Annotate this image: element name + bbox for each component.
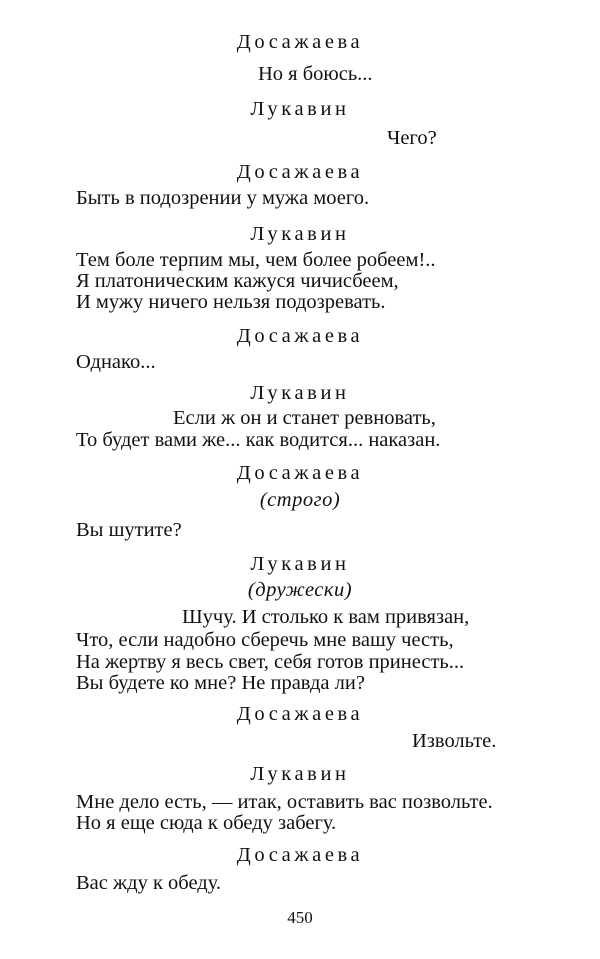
verse-line: Извольте.: [412, 730, 497, 752]
verse-line: Я платоническим кажуся чичисбеем,: [76, 270, 399, 292]
verse-line: То будет вами же... как водится... наказан.: [76, 429, 441, 451]
verse-line: Но я боюсь...: [258, 63, 373, 85]
verse-line: На жертву я весь свет, себя готов принесть...: [76, 651, 465, 673]
verse-line: Если ж он и станет ревновать,: [173, 407, 436, 429]
verse-line: Что, если надобно сберечь мне вашу честь,: [76, 629, 454, 651]
speaker-name-lukavin: Лукавин: [250, 553, 350, 575]
verse-line: Быть в подозрении у мужа моего.: [76, 187, 370, 209]
speaker-name-lukavin: Лукавин: [250, 382, 350, 404]
verse-line: Шучу. И столько к вам привязан,: [182, 606, 470, 628]
speaker-name-lukavin: Лукавин: [250, 98, 350, 120]
speaker-name-dosazhaeva: Досажаева: [236, 31, 364, 53]
verse-line: Вы шутите?: [76, 519, 182, 541]
verse-line: Вы будете ко мне? Не правда ли?: [76, 672, 365, 694]
stage-direction-friendly: (дружески): [247, 579, 353, 601]
verse-line: Но я еще сюда к обеду забегу.: [76, 812, 337, 834]
speaker-name-lukavin: Лукавин: [250, 223, 350, 245]
verse-line: Тем боле терпим мы, чем более робеем!..: [76, 249, 436, 271]
verse-line: Однако...: [76, 351, 156, 373]
speaker-name-lukavin: Лукавин: [250, 763, 350, 785]
speaker-name-dosazhaeva: Досажаева: [236, 161, 364, 183]
verse-line: И мужу ничего нельзя подозревать.: [76, 291, 386, 313]
speaker-name-dosazhaeva: Досажаева: [236, 462, 364, 484]
verse-line: Мне дело есть, — итак, оставить вас позвольте.: [76, 791, 493, 813]
speaker-name-dosazhaeva: Досажаева: [236, 325, 364, 347]
verse-line: Вас жду к обеду.: [76, 872, 222, 894]
page-number: 450: [287, 908, 313, 927]
verse-line: Чего?: [387, 127, 437, 149]
stage-direction-strict: (строго): [259, 489, 341, 511]
speaker-name-dosazhaeva: Досажаева: [236, 844, 364, 866]
speaker-name-dosazhaeva: Досажаева: [236, 703, 364, 725]
